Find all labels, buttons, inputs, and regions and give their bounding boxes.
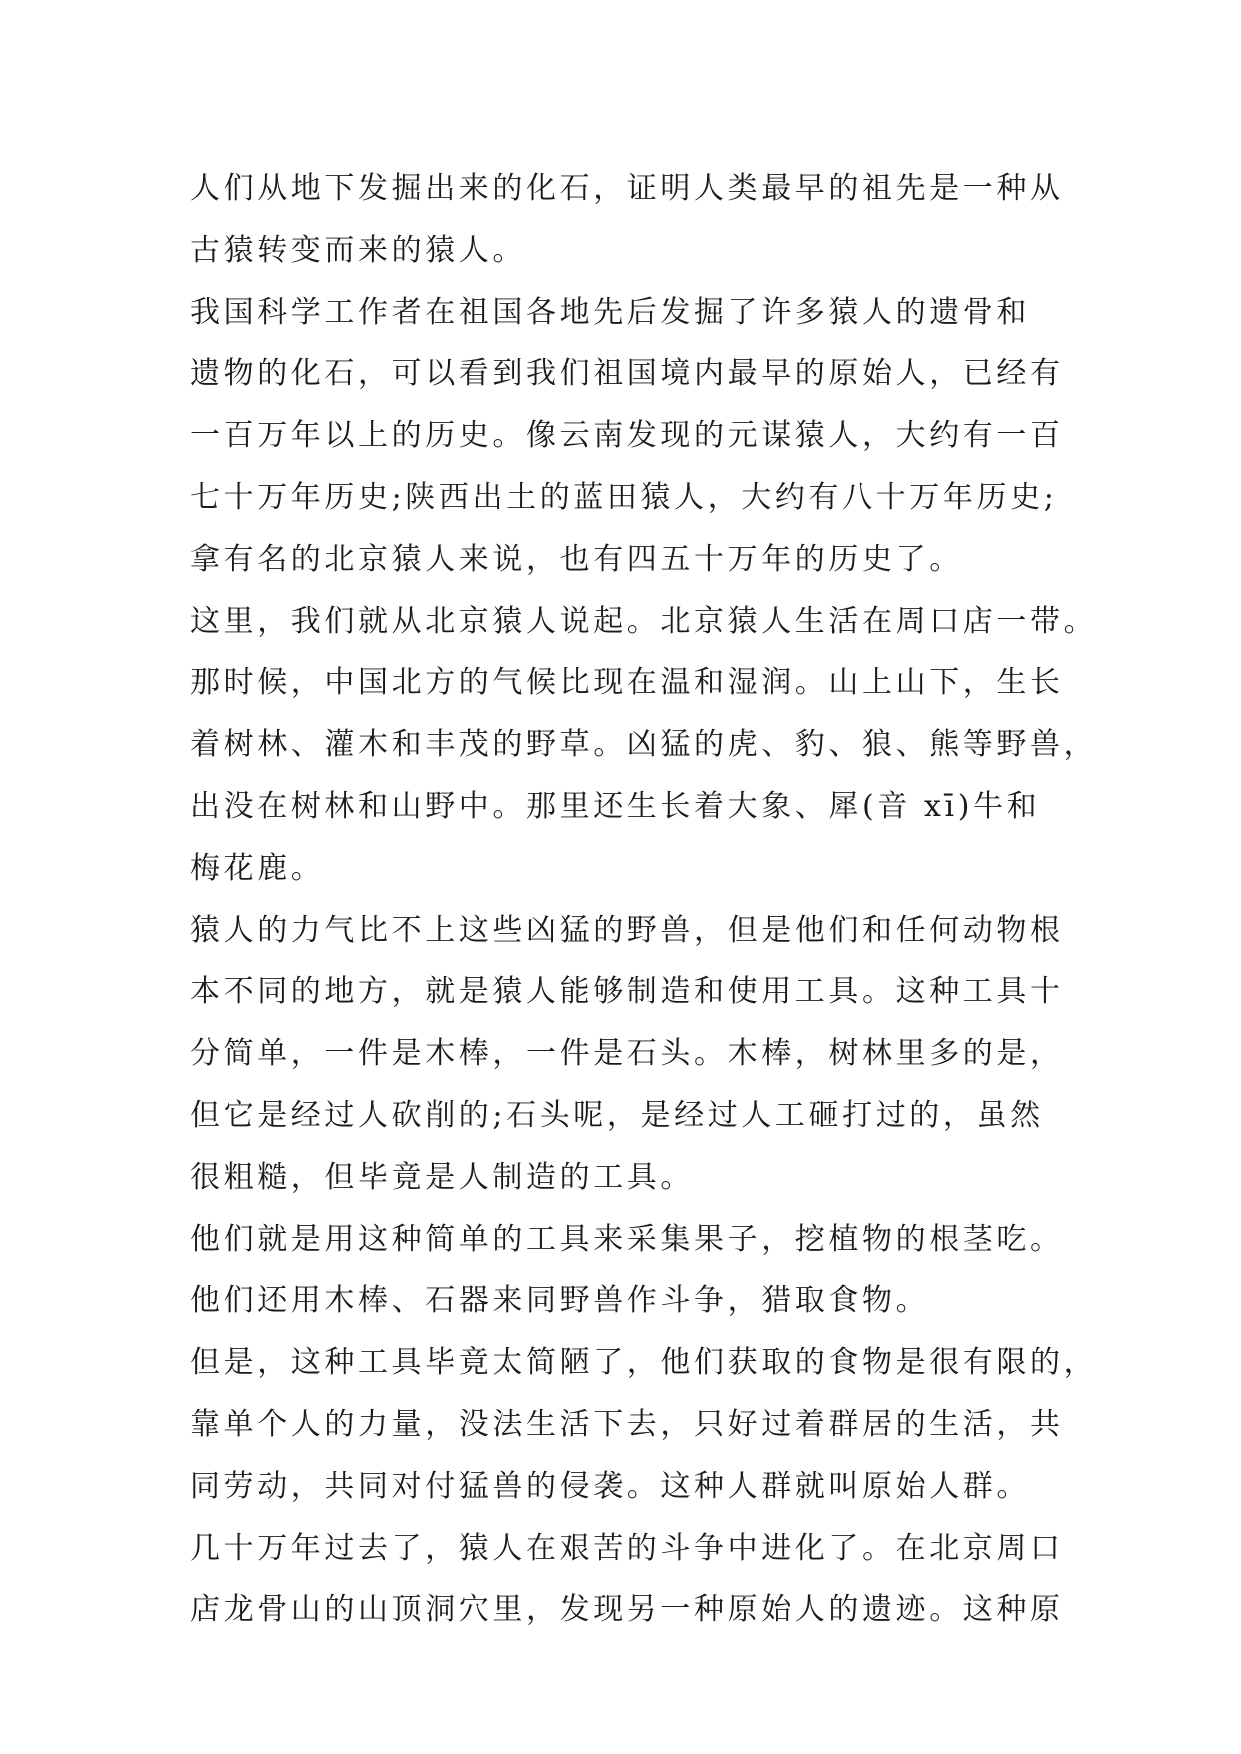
text-line: 分简单，一件是木棒，一件是石头。木棒，树林里多的是， bbox=[190, 1036, 1064, 1072]
text-line: 几十万年过去了，猿人在艰苦的斗争中进化了。在北京周口 bbox=[190, 1530, 1064, 1566]
text-line: 这里，我们就从北京猿人说起。北京猿人生活在周口店一带。 bbox=[190, 603, 1098, 639]
text-line: 店龙骨山的山顶洞穴里，发现另一种原始人的遗迹。这种原 bbox=[190, 1592, 1064, 1628]
text-line: 很粗糙，但毕竟是人制造的工具。 bbox=[190, 1159, 694, 1195]
document-body bbox=[190, 158, 1098, 1641]
text-line: 一百万年以上的历史。像云南发现的元谋猿人，大约有一百 bbox=[190, 418, 1064, 454]
text-line: 出没在树林和山野中。那里还生长着大象、犀(音 xī)牛和 bbox=[190, 788, 1041, 824]
text-line: 拿有名的北京猿人来说，也有四五十万年的历史了。 bbox=[190, 541, 963, 577]
text-line: 但是，这种工具毕竟太简陋了，他们获取的食物是很有限的， bbox=[190, 1345, 1098, 1381]
text-line: 他们还用木棒、石器来同野兽作斗争，猎取食物。 bbox=[190, 1283, 930, 1319]
text-line: 梅花鹿。 bbox=[190, 850, 325, 886]
text-line: 七十万年历史;陕西出土的蓝田猿人，大约有八十万年历史; bbox=[190, 479, 1058, 515]
text-line: 猿人的力气比不上这些凶猛的野兽，但是他们和任何动物根 bbox=[190, 912, 1064, 948]
text-line: 本不同的地方，就是猿人能够制造和使用工具。这种工具十 bbox=[190, 974, 1064, 1010]
text-line: 着树林、灌木和丰茂的野草。凶猛的虎、豹、狼、熊等野兽， bbox=[190, 727, 1098, 763]
text-line: 同劳动，共同对付猛兽的侵袭。这种人群就叫原始人群。 bbox=[190, 1468, 1030, 1504]
text-line: 人们从地下发掘出来的化石，证明人类最早的祖先是一种从 bbox=[190, 171, 1064, 206]
text-line: 但它是经过人砍削的;石头呢，是经过人工砸打过的，虽然 bbox=[190, 1097, 1044, 1133]
text-line: 他们就是用这种简单的工具来采集果子，挖植物的根茎吃。 bbox=[190, 1221, 1064, 1257]
text-line: 遗物的化石，可以看到我们祖国境内最早的原始人，已经有 bbox=[190, 356, 1064, 392]
text-line: 靠单个人的力量，没法生活下去，只好过着群居的生活，共 bbox=[190, 1406, 1064, 1442]
text-line: 我国科学工作者在祖国各地先后发掘了许多猿人的遗骨和 bbox=[190, 294, 1030, 330]
text-line: 古猿转变而来的猿人。 bbox=[190, 232, 526, 268]
text-line: 那时候，中国北方的气候比现在温和湿润。山上山下，生长 bbox=[190, 665, 1064, 701]
